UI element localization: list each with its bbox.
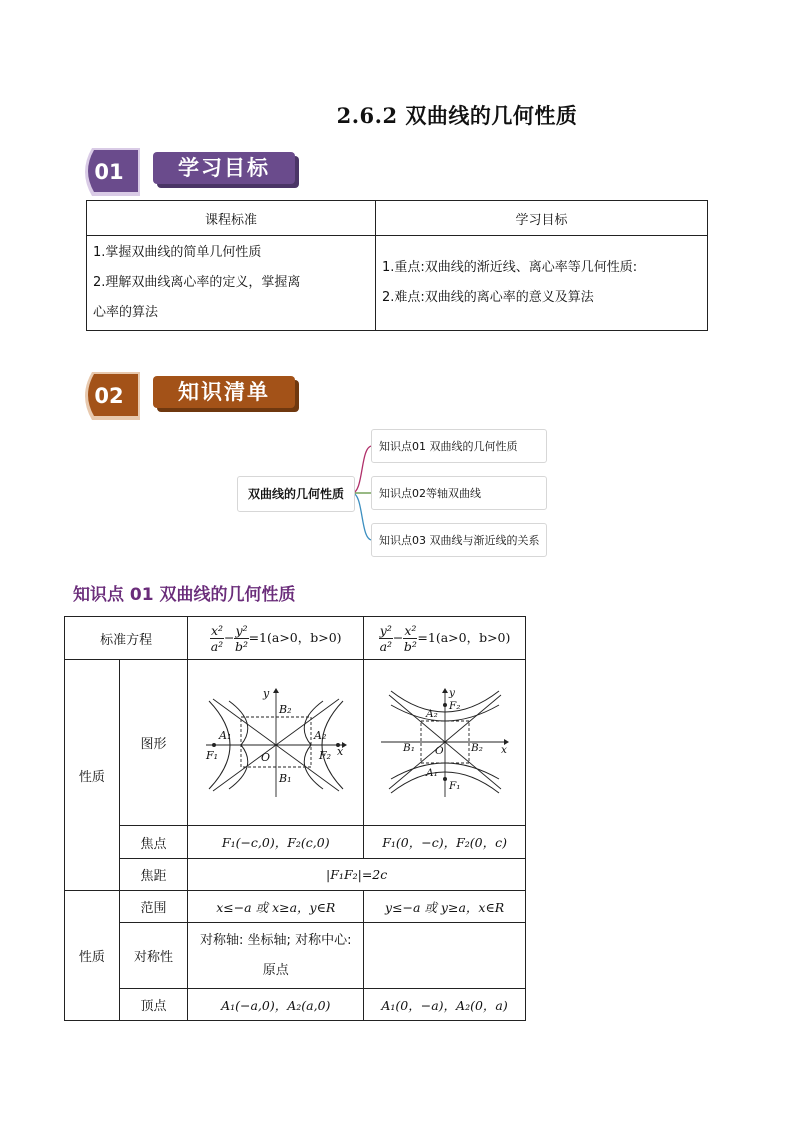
symmetry-empty-cell [364, 923, 526, 989]
range-horizontal: x≤−a 或 x≥a，y∈R [188, 891, 364, 923]
focus-label: 焦点 [119, 826, 188, 859]
property-group-label: 性质 [65, 660, 120, 891]
section-label: 学习目标 [153, 152, 295, 184]
graph2-A2-label: A₂ [425, 707, 438, 720]
section-number: 01 [94, 160, 124, 184]
graph2-origin-label: O [434, 744, 444, 757]
mindmap-node-1: 知识点01 双曲线的几何性质 [371, 429, 547, 463]
range-label: 范围 [119, 891, 188, 923]
vertex-label: 顶点 [119, 989, 188, 1021]
graph2-y-label: y [448, 686, 455, 699]
mindmap-node-3: 知识点03 双曲线与渐近线的关系 [371, 523, 547, 557]
symmetry-label: 对称性 [119, 923, 188, 989]
graph1-B2-label: B₂ [278, 702, 292, 716]
goals-header-standard: 课程标准 [87, 201, 376, 236]
graph1-y-label: y [262, 686, 269, 700]
symmetry-value [188, 923, 364, 989]
graph2-B1-label: B₁ [402, 741, 415, 754]
mindmap-root: 双曲线的几何性质 [237, 476, 355, 512]
graph1-F1-label: F₁ [205, 748, 218, 762]
graph-label: 图形 [119, 660, 188, 826]
hyperbola-vertical-graph [379, 687, 511, 799]
knowledge-point-title: 知识点 01 双曲线的几何性质 [73, 585, 296, 605]
graph2-F1-label: F₁ [448, 779, 461, 792]
graph2-A1-label: A₁ [425, 766, 438, 779]
symmetry-line-1: 对称轴: 坐标轴; 对称中心: [200, 932, 352, 948]
goals-goal-line: 1.重点:双曲线的渐近线、离心率等几何性质: [382, 260, 638, 275]
properties-table [64, 616, 526, 1021]
goals-table [86, 200, 708, 331]
goals-goal-line: 2.难点:双曲线的离心率的意义及算法 [382, 290, 594, 305]
vertex-vertical: A₁(0，−a)，A₂(0，a) [364, 989, 526, 1021]
page-title: 2.6.2 双曲线的几何性质 [336, 103, 578, 128]
goals-standard-cell [87, 236, 376, 331]
graph2-B2-label: B₂ [470, 741, 483, 754]
graph1-F2-label: F₂ [318, 748, 331, 762]
graph-horizontal-cell [188, 660, 364, 826]
graph1-A1-label: A₁ [218, 728, 232, 742]
graph2-x-label: x [500, 743, 507, 756]
section-badge-knowledge [78, 370, 308, 422]
std-eq-label: 标准方程 [65, 617, 188, 660]
equation-2: $\frac{\text{y²}}{\text{a²}}$ − $\frac{\text{x²}}{\text{b²}}$ =1(a>0，b>0) [364, 617, 526, 660]
goals-header-goal: 学习目标 [376, 201, 708, 236]
graph1-A2-label: A₂ [313, 728, 327, 742]
symmetry-line-2: 原点 [262, 962, 289, 978]
range-vertical: y≤−a 或 y≥a，x∈R [364, 891, 526, 923]
goals-standard-line: 心率的算法 [93, 305, 159, 320]
focal-distance-value: |F₁F₂|=2c [188, 859, 526, 891]
graph-vertical-cell [364, 660, 526, 826]
focus-vertical: F₁(0，−c)，F₂(0，c) [364, 826, 526, 859]
mindmap-node-2: 知识点02等轴双曲线 [371, 476, 547, 510]
section-label: 知识清单 [153, 376, 295, 408]
section-badge-goals [78, 146, 308, 198]
focus-horizontal: F₁(−c,0)，F₂(c,0) [188, 826, 364, 859]
hyperbola-horizontal-graph [201, 687, 351, 799]
graph1-B1-label: B₁ [278, 771, 292, 785]
focal-distance-label: 焦距 [119, 859, 188, 891]
graph2-F2-label: F₂ [448, 699, 461, 712]
graph1-origin-label: O [260, 750, 270, 764]
goals-standard-line: 1.掌握双曲线的简单几何性质 [93, 245, 262, 260]
section-number: 02 [94, 384, 124, 408]
goals-goal-cell [376, 236, 708, 331]
graph1-x-label: x [336, 744, 343, 758]
vertex-horizontal: A₁(−a,0)，A₂(a,0) [188, 989, 364, 1021]
property-group-label-2: 性质 [65, 891, 120, 1021]
equation-1: $\frac{\text{x²}}{\text{a²}}$ − $\frac{\text{y²}}{\text{b²}}$ =1(a>0，b>0) [188, 617, 364, 660]
goals-standard-line: 2.理解双曲线离心率的定义，掌握离 [93, 275, 301, 290]
